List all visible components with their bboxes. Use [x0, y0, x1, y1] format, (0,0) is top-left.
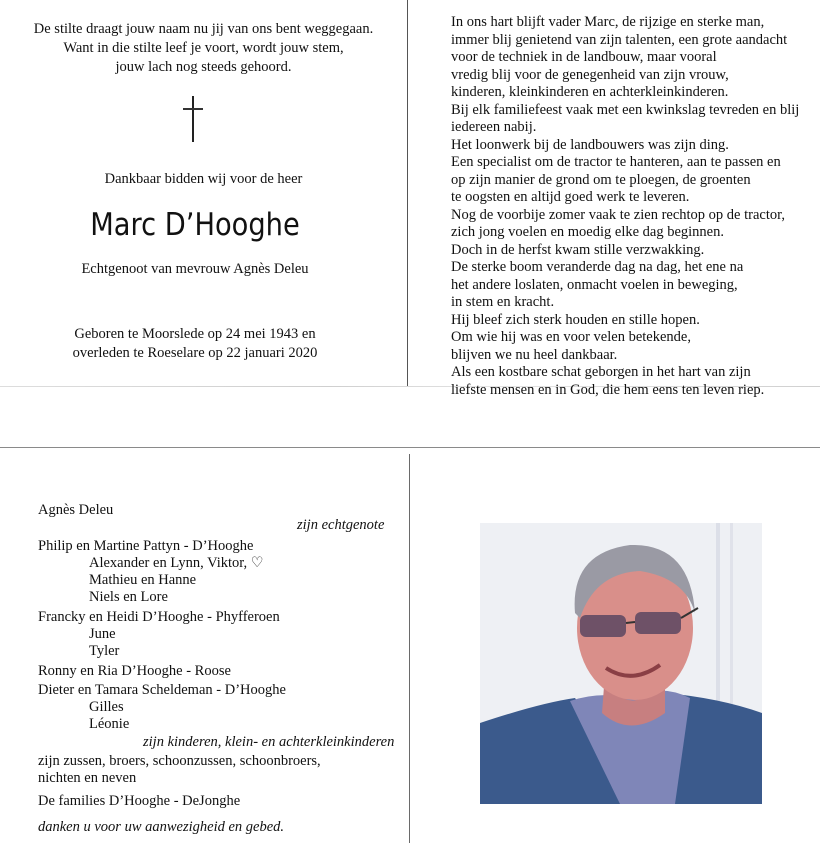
tribute-line: Nog de voorbije zomer vaak te zien rechtop op de tractor,: [451, 206, 785, 223]
tribute-line: De sterke boom veranderde dag na dag, het ene na: [451, 259, 744, 275]
spouse-name: Agnès Deleu: [38, 502, 114, 518]
birth-line: Geboren te Moorslede op 24 mei 1943 en: [74, 326, 316, 342]
tribute-line: in stem en kracht.: [451, 294, 555, 310]
tribute-line: Als een kostbare schat geborgen in het hart van zijn: [451, 364, 751, 380]
children-role: zijn kinderen, klein- en achterkleinkinderen: [143, 734, 395, 750]
grandchild-line: June: [89, 626, 116, 642]
fold-line-bottom: [409, 454, 410, 843]
tribute-line: te oogsten en altijd goed werk te leveren.: [451, 189, 690, 205]
tribute-line: Het loonwerk bij de landbouwers was zijn ding.: [451, 136, 729, 153]
tribute-line: zich jong voelen en moedig elke dag beginnen.: [451, 224, 724, 240]
spouse-line: Echtgenoot van mevrouw Agnès Deleu: [81, 261, 309, 277]
deceased-name: Marc D’Hooghe: [90, 207, 300, 243]
grandchild-line: Tyler: [89, 643, 120, 659]
family-panel: [0, 454, 409, 843]
tribute-line: Bij elk familiefeest vaak met een kwinkslag tevreden en blij: [451, 101, 800, 118]
child-couple: Francky en Heidi D’Hooghe - Phyfferoen: [38, 609, 280, 625]
verse-line: De stilte draagt jouw naam nu jij van ons bent weggegaan.: [33, 21, 374, 37]
spouse-role: zijn echtgenote: [297, 517, 385, 533]
card-front-panel: [0, 0, 407, 386]
grandchild-line: Gilles: [89, 699, 124, 715]
cross-icon: [192, 96, 193, 142]
tribute-panel: [451, 14, 811, 399]
tribute-line: voor de techniek in de landbouw, maar vooral: [451, 49, 717, 65]
tribute-line: blijven we nu heel dankbaar.: [451, 346, 618, 363]
tribute-line: vredig blij voor de genegenheid van zijn vrouw,: [451, 66, 729, 83]
tribute-line: Doch in de herfst kwam stille verzwakking.: [451, 241, 705, 258]
families-line: De families D’Hooghe - DeJonghe: [38, 793, 241, 809]
child-couple: Philip en Martine Pattyn - D’Hooghe: [38, 538, 254, 554]
siblings-line: nichten en neven: [38, 770, 137, 786]
verse-line: jouw lach nog steeds gehoord.: [115, 59, 292, 75]
grandchild-line: Alexander en Lynn, Viktor, ♡: [89, 555, 264, 571]
tribute-line: liefste mensen en in God, die hem eens ten leven riep.: [451, 381, 765, 398]
portrait-illustration: [480, 523, 762, 804]
tribute-line: Een specialist om de tractor te hanteren, aan te passen en: [451, 154, 781, 170]
card-edge-bottom: [0, 447, 820, 448]
tribute-line: het andere loslaten, onmacht voelen in beweging,: [451, 276, 738, 293]
siblings-line: zijn zussen, broers, schoonzussen, schoonbroers,: [38, 753, 321, 769]
grandchild-line: Léonie: [89, 716, 130, 732]
tribute-line: iedereen nabij.: [451, 119, 537, 135]
tribute-line: kinderen, kleinkinderen en achterkleinkinderen.: [451, 84, 729, 100]
grandchild-line: Niels en Lore: [89, 589, 168, 605]
tribute-line: In ons hart blijft vader Marc, de rijzige en sterke man,: [451, 14, 765, 30]
tribute-line: Om wie hij was en voor velen betekende,: [451, 329, 691, 345]
verse-line: Want in die stilte leef je voort, wordt jouw stem,: [63, 40, 344, 56]
thanks-line: danken u voor uw aanwezigheid en gebed.: [38, 819, 285, 835]
tribute-text: [451, 14, 811, 399]
portrait-photo: [480, 523, 762, 804]
death-line: overleden te Roeselare op 22 januari 2020: [72, 345, 318, 361]
life-dates: [0, 325, 390, 363]
tribute-line: immer blij genietend van zijn talenten, een grote aandacht: [451, 31, 788, 48]
child-couple: Dieter en Tamara Scheldeman - D’Hooghe: [38, 682, 286, 698]
tribute-line: op zijn manier de grond om te ploegen, de groenten: [451, 171, 751, 188]
fold-line-top: [407, 0, 408, 386]
grandchild-line: Mathieu en Hanne: [89, 572, 197, 588]
tribute-line: Hij bleef zich sterk houden en stille hopen.: [451, 311, 700, 328]
child-couple: Ronny en Ria D’Hooghe - Roose: [38, 663, 231, 679]
opening-verse: [0, 20, 407, 77]
intro-line: Dankbaar bidden wij voor de heer: [104, 171, 303, 187]
